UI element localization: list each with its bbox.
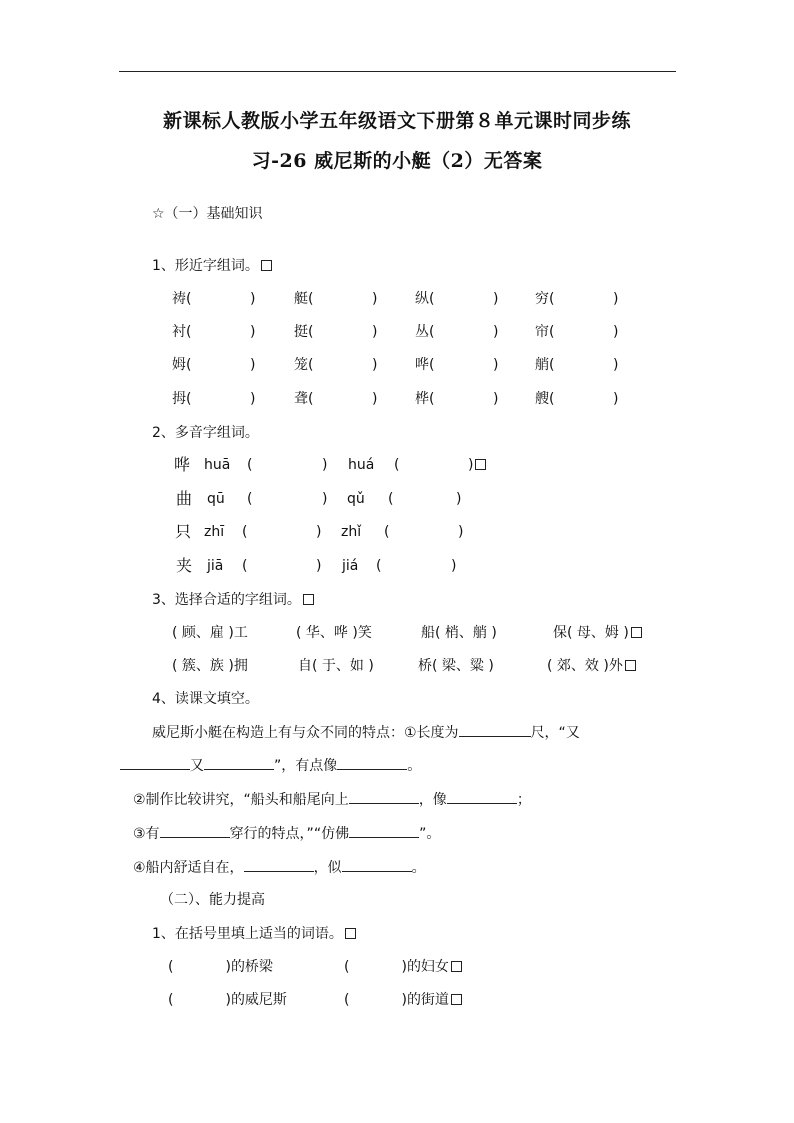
close-paren: ): [458, 524, 464, 540]
close-paren: ): [322, 491, 328, 507]
char-with-paren: 帘(: [535, 324, 555, 340]
char-with-paren: 祷(: [172, 291, 192, 307]
choice-item: 桥( 梁、粱 ): [418, 658, 494, 674]
choice-item: 自( 于、如 ): [298, 658, 374, 674]
fill-blank[interactable]: [160, 824, 230, 838]
choice-item-text: ( 郊、效 )外: [547, 658, 623, 674]
char-with-paren: 姆(: [172, 357, 192, 373]
char-with-paren: 穷(: [535, 291, 555, 307]
pinyin-label: huā: [204, 457, 231, 473]
close-paren: ): [372, 324, 378, 340]
char-with-paren: 艄(: [535, 357, 555, 373]
open-paren: (: [394, 457, 400, 473]
close-paren: ): [613, 324, 619, 340]
choice-item: 船( 梢、艄 ): [421, 625, 497, 641]
char-with-paren: 艘(: [535, 391, 555, 407]
char-group-cell: [172, 323, 256, 341]
fill-blank[interactable]: [120, 756, 190, 770]
polyphone-char: 只: [175, 522, 192, 541]
fill-text: 穿行的特点，”“仿佛: [229, 826, 350, 842]
open-paren: (: [384, 524, 390, 540]
pinyin-label: jiá: [342, 558, 359, 574]
fill-text: 威尼斯小艇在构造上有与众不同的特点：①长度为: [152, 725, 459, 741]
reading-fill-line-2: [120, 756, 421, 775]
char-group-cell: [415, 356, 499, 374]
char-with-paren: 纵(: [415, 291, 435, 307]
fill-text: ，像: [418, 792, 447, 808]
ability-question-1-label: [152, 925, 356, 943]
ability-question-1-text: 1、在括号里填上适当的词语。: [152, 926, 343, 942]
choice-item: ( 华、哗 )笑: [296, 625, 372, 641]
char-group-cell: [415, 323, 499, 341]
fill-text: ④船内舒适自在，: [133, 860, 244, 876]
fill-word-item: [168, 958, 273, 976]
checkbox-icon: [451, 961, 462, 972]
pinyin-label: jiā: [207, 558, 224, 574]
polyphone-char: 哗: [174, 455, 191, 474]
fill-word-item: [168, 991, 287, 1009]
close-paren: ): [316, 524, 322, 540]
fill-text: 。: [407, 758, 422, 774]
close-paren: ): [468, 456, 486, 474]
fill-text: 又: [190, 758, 204, 774]
close-paren: ): [493, 391, 499, 407]
question-4-label: 4、读课文填空。: [152, 691, 259, 707]
char-group-cell: [294, 356, 378, 374]
char-group-cell: [294, 290, 378, 308]
char-with-paren: 聋(: [294, 391, 314, 407]
checkbox-icon: [345, 928, 356, 939]
char-group-cell: [294, 323, 378, 341]
close-paren: ): [322, 457, 328, 473]
close-paren: ): [456, 491, 462, 507]
char-group-cell: [415, 390, 499, 408]
close-paren: ): [401, 959, 407, 975]
char-with-paren: 挺(: [294, 324, 314, 340]
char-group-cell: [172, 390, 256, 408]
char-group-cell: [535, 290, 619, 308]
open-paren: (: [344, 992, 350, 1008]
polyphone-char: 曲: [176, 489, 193, 508]
close-paren: ): [372, 391, 378, 407]
choice-item-text: 保( 母、姆 ): [553, 625, 629, 641]
char-group-cell: [415, 290, 499, 308]
fill-word-text: 的妇女: [406, 959, 449, 975]
char-with-paren: 笼(: [294, 357, 314, 373]
open-paren: (: [242, 524, 248, 540]
fill-text: ，似: [313, 860, 342, 876]
open-paren: (: [388, 491, 394, 507]
close-paren: ): [372, 357, 378, 373]
fill-text: ；: [516, 792, 531, 808]
fill-word-item: [344, 958, 462, 976]
checkbox-icon: [631, 627, 642, 638]
checkbox-icon: [451, 994, 462, 1005]
polyphone-char: 夹: [176, 556, 193, 575]
pinyin-label: qū: [207, 491, 225, 507]
char-group-cell: [535, 323, 619, 341]
char-with-paren: 艇(: [294, 291, 314, 307]
reading-fill-line-5: [133, 858, 426, 877]
close-paren: ): [250, 357, 256, 373]
question-1-text: 1、形近字组词。: [152, 258, 259, 274]
fill-blank[interactable]: [349, 790, 419, 804]
section-ability-heading: （二）、能力提高: [160, 892, 265, 908]
fill-blank[interactable]: [349, 824, 419, 838]
pinyin-label: huá: [348, 457, 375, 473]
fill-blank[interactable]: [447, 790, 517, 804]
document-title-line-2: 习-26 威尼斯的小艇（2）无答案: [251, 150, 543, 172]
checkbox-icon: [303, 594, 314, 605]
fill-word-text: 的威尼斯: [230, 992, 287, 1008]
reading-fill-line-3: [133, 790, 531, 809]
checkbox-icon: [625, 660, 636, 671]
fill-text: ③有: [133, 826, 160, 842]
char-group-cell: [172, 356, 256, 374]
char-group-cell: [294, 390, 378, 408]
open-paren: (: [247, 491, 253, 507]
close-paren: ): [613, 357, 619, 373]
close-paren: ): [250, 324, 256, 340]
fill-blank[interactable]: [204, 756, 274, 770]
header-rule: [119, 71, 676, 72]
reading-fill-line-4: [133, 824, 440, 843]
close-paren: ): [225, 959, 231, 975]
open-paren: (: [376, 558, 382, 574]
pinyin-label: qǔ: [347, 491, 365, 507]
question-3-label: [152, 591, 314, 609]
open-paren: (: [168, 959, 174, 975]
open-paren: (: [344, 959, 350, 975]
section-basic-knowledge-heading: ☆（一）基础知识: [152, 206, 263, 222]
checkbox-icon: [261, 260, 272, 271]
checkbox-icon: [475, 459, 486, 470]
fill-text: ”，有点像: [274, 758, 338, 774]
char-with-paren: 桦(: [415, 391, 435, 407]
char-with-paren: 丛(: [415, 324, 435, 340]
close-paren: ): [493, 291, 499, 307]
close-paren: ): [493, 357, 499, 373]
char-with-paren: 哗(: [415, 357, 435, 373]
close-paren: ): [451, 558, 457, 574]
open-paren: (: [242, 558, 248, 574]
question-1-label: [152, 257, 272, 275]
char-group-cell: [535, 356, 619, 374]
close-paren: ): [493, 324, 499, 340]
pinyin-label: zhǐ: [341, 524, 362, 540]
fill-blank[interactable]: [459, 723, 531, 737]
choice-item: [553, 624, 642, 642]
fill-word-text: 的桥梁: [230, 959, 273, 975]
choice-item: [547, 657, 636, 675]
document-title-line-1: 新课标人教版小学五年级语文下册第８单元课时同步练: [162, 110, 631, 132]
char-group-cell: [535, 390, 619, 408]
close-paren: ): [250, 391, 256, 407]
fill-word-item: [344, 991, 462, 1009]
fill-blank[interactable]: [337, 756, 407, 770]
close-paren: ): [613, 391, 619, 407]
reading-fill-line-1: [152, 723, 580, 742]
fill-blank[interactable]: [342, 858, 412, 872]
close-paren: ): [613, 291, 619, 307]
close-paren: ): [401, 992, 407, 1008]
pinyin-label: zhī: [204, 524, 225, 540]
question-2-label: 2、多音字组词。: [152, 425, 259, 441]
fill-word-text: 的街道: [406, 992, 449, 1008]
fill-text: ”。: [419, 826, 441, 842]
fill-text: 。: [411, 860, 426, 876]
open-paren: (: [168, 992, 174, 1008]
close-paren: ): [372, 291, 378, 307]
fill-blank[interactable]: [244, 858, 314, 872]
close-paren: ): [225, 992, 231, 1008]
char-group-cell: [172, 290, 256, 308]
fill-text: ②制作比较讲究，“船头和船尾向上: [133, 792, 349, 808]
close-paren: ): [316, 558, 322, 574]
close-paren: ): [250, 291, 256, 307]
open-paren: (: [247, 457, 253, 473]
char-with-paren: 衬(: [172, 324, 192, 340]
char-with-paren: 拇(: [172, 391, 192, 407]
choice-item: ( 簇、族 )拥: [172, 658, 248, 674]
question-3-text: 3、选择合适的字组词。: [152, 592, 301, 608]
fill-text: 尺，“又: [530, 725, 580, 741]
choice-item: ( 顾、雇 )工: [172, 625, 248, 641]
